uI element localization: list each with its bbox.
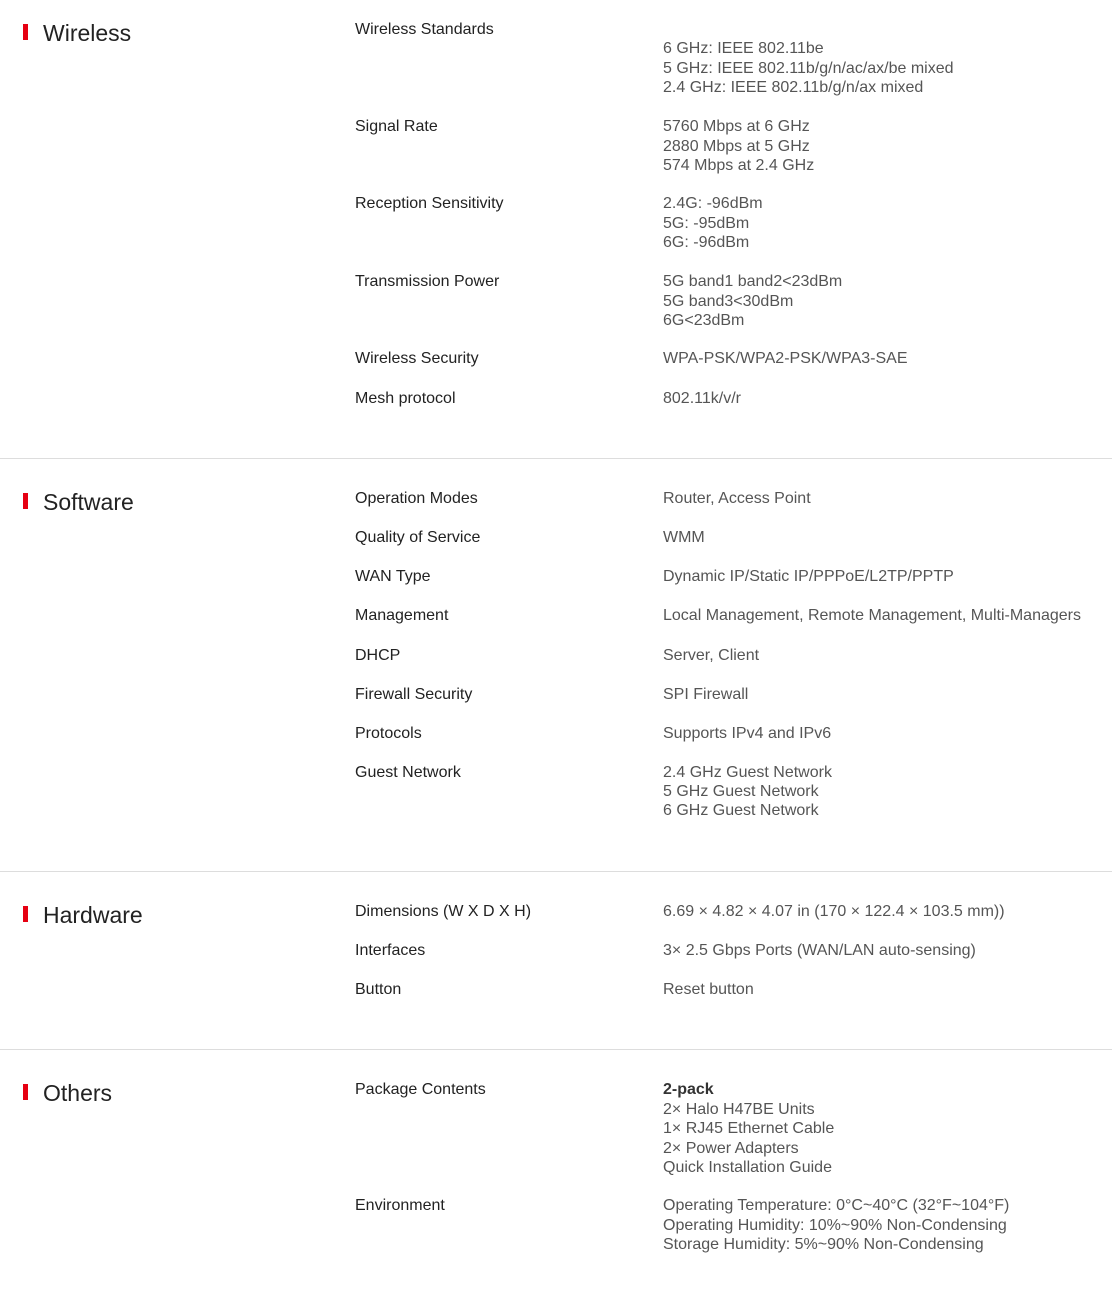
spec-value: 6.69 × 4.82 × 4.07 in (170 × 122.4 × 103.5 mm)) [663,903,1005,920]
spec-value: Supports IPv4 and IPv6 [663,725,832,742]
spec-value: Server, Client [663,647,760,664]
spec-value: WPA-PSK/WPA2-PSK/WPA3-SAE [663,350,908,367]
section-title-text: Others [43,1080,113,1106]
section-divider [0,458,1112,459]
spec-value: WMM [663,529,705,546]
spec-label: Protocols [355,725,422,742]
section-title-text: Hardware [43,902,143,928]
spec-label: Operation Modes [355,490,478,507]
spec-value: 5760 Mbps at 6 GHz 2880 Mbps at 5 GHz 574 Mbps at 2.4 GHz [663,118,815,174]
spec-label: Button [355,981,402,998]
spec-value: Router, Access Point [663,490,811,507]
spec-value: 6 GHz: IEEE 802.11be 5 GHz: IEEE 802.11b/g/n/ac/ax/be mixed 2.4 GHz: IEEE 802.11b/g/n/ax mixed [663,40,954,96]
accent-bar [23,24,28,40]
spec-value: 2.4 GHz Guest Network 5 GHz Guest Network 6 GHz Guest Network [663,764,832,819]
section-title-others [23,1078,112,1108]
spec-label: Wireless Standards [355,21,494,38]
spec-value: SPI Firewall [663,686,749,703]
section-title-text: Software [43,489,134,515]
accent-bar [23,1084,28,1100]
spec-label: Signal Rate [355,118,438,135]
section-divider [0,871,1112,872]
spec-label: Transmission Power [355,273,500,290]
spec-label: Package Contents [355,1081,486,1098]
section-divider [0,1049,1112,1050]
spec-value: 5G band1 band2<23dBm 5G band3<30dBm 6G<23dBm [663,273,843,329]
package-title: 2-pack [663,1081,714,1098]
accent-bar [23,493,28,509]
section-title-text: Wireless [43,20,132,46]
spec-label: Environment [355,1197,445,1214]
spec-label: Interfaces [355,942,426,959]
spec-label: Quality of Service [355,529,481,546]
spec-value: 3× 2.5 Gbps Ports (WAN/LAN auto-sensing) [663,942,976,959]
spec-value: 2.4G: -96dBm 5G: -95dBm 6G: -96dBm [663,195,763,251]
spec-label: Management [355,607,449,624]
spec-label: DHCP [355,647,401,664]
spec-label: Wireless Security [355,350,479,367]
spec-value: Operating Temperature: 0°C~40°C (32°F~104°F) Operating Humidity: 10%~90% Non-Condensing Storage Humidity: 5%~90% Non-Condensing [663,1197,1010,1253]
spec-label: Firewall Security [355,686,473,703]
section-title-software [23,487,134,517]
accent-bar [23,906,28,922]
spec-value: Dynamic IP/Static IP/PPPoE/L2TP/PPTP [663,568,954,585]
spec-value: 2-pack 2× Halo H47BE Units 1× RJ45 Ethernet Cable 2× Power Adapters Quick Installation Guide [663,1081,835,1176]
spec-value: Reset button [663,981,754,998]
spec-label: Reception Sensitivity [355,195,504,212]
spec-label: WAN Type [355,568,431,585]
section-title-wireless [23,18,131,48]
spec-label: Guest Network [355,764,461,781]
spec-label: Dimensions (W X D X H) [355,903,532,920]
section-title-hardware [23,900,143,930]
spec-label: Mesh protocol [355,390,456,407]
spec-value: Local Management, Remote Management, Multi-Managers [663,607,1081,624]
spec-value: 802.11k/v/r [663,390,741,407]
